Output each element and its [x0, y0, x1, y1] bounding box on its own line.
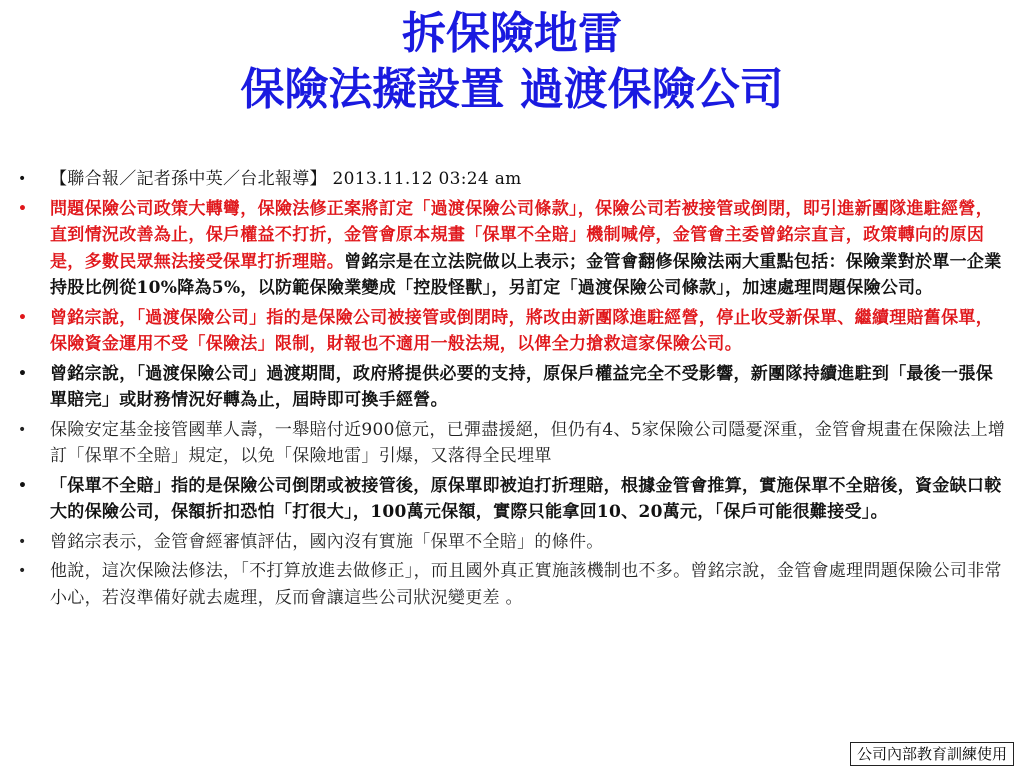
bullet-item-amendment — [12, 558, 1008, 611]
bullet-marker-icon: • — [18, 421, 27, 438]
bullet-text: 曾銘宗說，「過渡保險公司」過渡期間，政府將提供必要的支持，原保戶權益完全不受影響，新團隊持續進駐到「最後一張保單賠完」或財務情況好轉為止，屆時即可換手經營。 — [50, 363, 993, 410]
bullet-marker-icon: • — [18, 309, 28, 326]
bullet-text: 「保單不全賠」指的是保險公司倒閉或被接管後，原保單即被迫打折理賠，根據金管會推算，實施保單不全賠後，資金缺口較大的保險公司，保額折扣恐怕「打很大」，100萬元保額，實際只能拿回10、20萬元，「保戶可能很難接受」。 — [50, 475, 1002, 522]
bullet-list — [12, 166, 1008, 614]
bullet-marker-icon: • — [18, 477, 28, 494]
bullet-text: 保險安定基金接管國華人壽，一舉賠付近900億元，已彈盡援絕，但仍有4、5家保險公司隱憂深重，金管會規畫在保險法上增訂「保單不全賠」規定，以免「保險地雷」引爆，又落得全民埋單 — [50, 419, 1006, 466]
bullet-marker-icon: • — [18, 365, 28, 382]
title-line-2: 保險法擬設置 過渡保險公司 — [240, 64, 784, 115]
bullet-marker-icon: • — [18, 533, 27, 550]
bullet-item-partial-payout — [12, 473, 1008, 526]
internal-use-badge: 公司內部教育訓練使用 — [850, 742, 1014, 766]
bullet-text: 他說，這次保險法修法，「不打算放進去做修正」，而且國外真正實施該機制也不多。曾銘宗說，金管會處理問題保險公司非常小心，若沒準備好就去處理，反而會讓這些公司狀況變更差 。 — [50, 561, 1002, 608]
bullet-item-policy-change — [12, 196, 1008, 302]
bullet-marker-icon: • — [18, 171, 27, 187]
bullet-marker-icon: • — [18, 200, 28, 217]
bullet-item-bridge-company — [12, 305, 1008, 358]
slide-title — [0, 6, 1024, 118]
bullet-marker-icon: • — [18, 563, 27, 579]
bullet-text: 曾銘宗是在立法院做以上表示；金管會翻修保險法兩大重點包括：保險業對於單一企業持股比例從10%降為5%，以防範保險業變成「控股怪獸」，另訂定「過渡保險公司條款」，加速處理問題保險公司。 — [50, 251, 1002, 298]
bullet-text: 曾銘宗說，「過渡保險公司」指的是保險公司被接管或倒閉時，將改由新團隊進駐經營，停止收受新保單、繼續理賠舊保單，保險資金運用不受「保險法」限制，財報也不適用一般法規，以俾全力搶救這家保險公司。 — [50, 307, 993, 354]
bullet-item-evaluation — [12, 529, 1008, 556]
bullet-item-stabilization-fund — [12, 417, 1008, 470]
bullet-item-transition-period — [12, 361, 1008, 414]
bullet-text-highlight: 問題保險公司政策大轉彎，保險法修正案將訂定「過渡保險公司條款」，保險公司若被接管或倒閉，即引進新團隊進駐經營，直到情況改善為止，保戶權益不打折，金管會原本規畫「保單不全賠」機制喊停，金管會主委曾銘宗直言，政策轉向的原因是，多數民眾無法接受保單打折理賠。 — [50, 198, 993, 272]
bullet-text: 曾銘宗表示，金管會經審慎評估，國內沒有實施「保單不全賠」的條件。 — [50, 531, 604, 552]
bullet-item-source — [12, 166, 1008, 193]
bullet-text: 【聯合報／記者孫中英／台北報導】 2013.11.12 03:24 am — [50, 169, 522, 189]
title-line-1: 拆保險地雷 — [402, 8, 622, 59]
